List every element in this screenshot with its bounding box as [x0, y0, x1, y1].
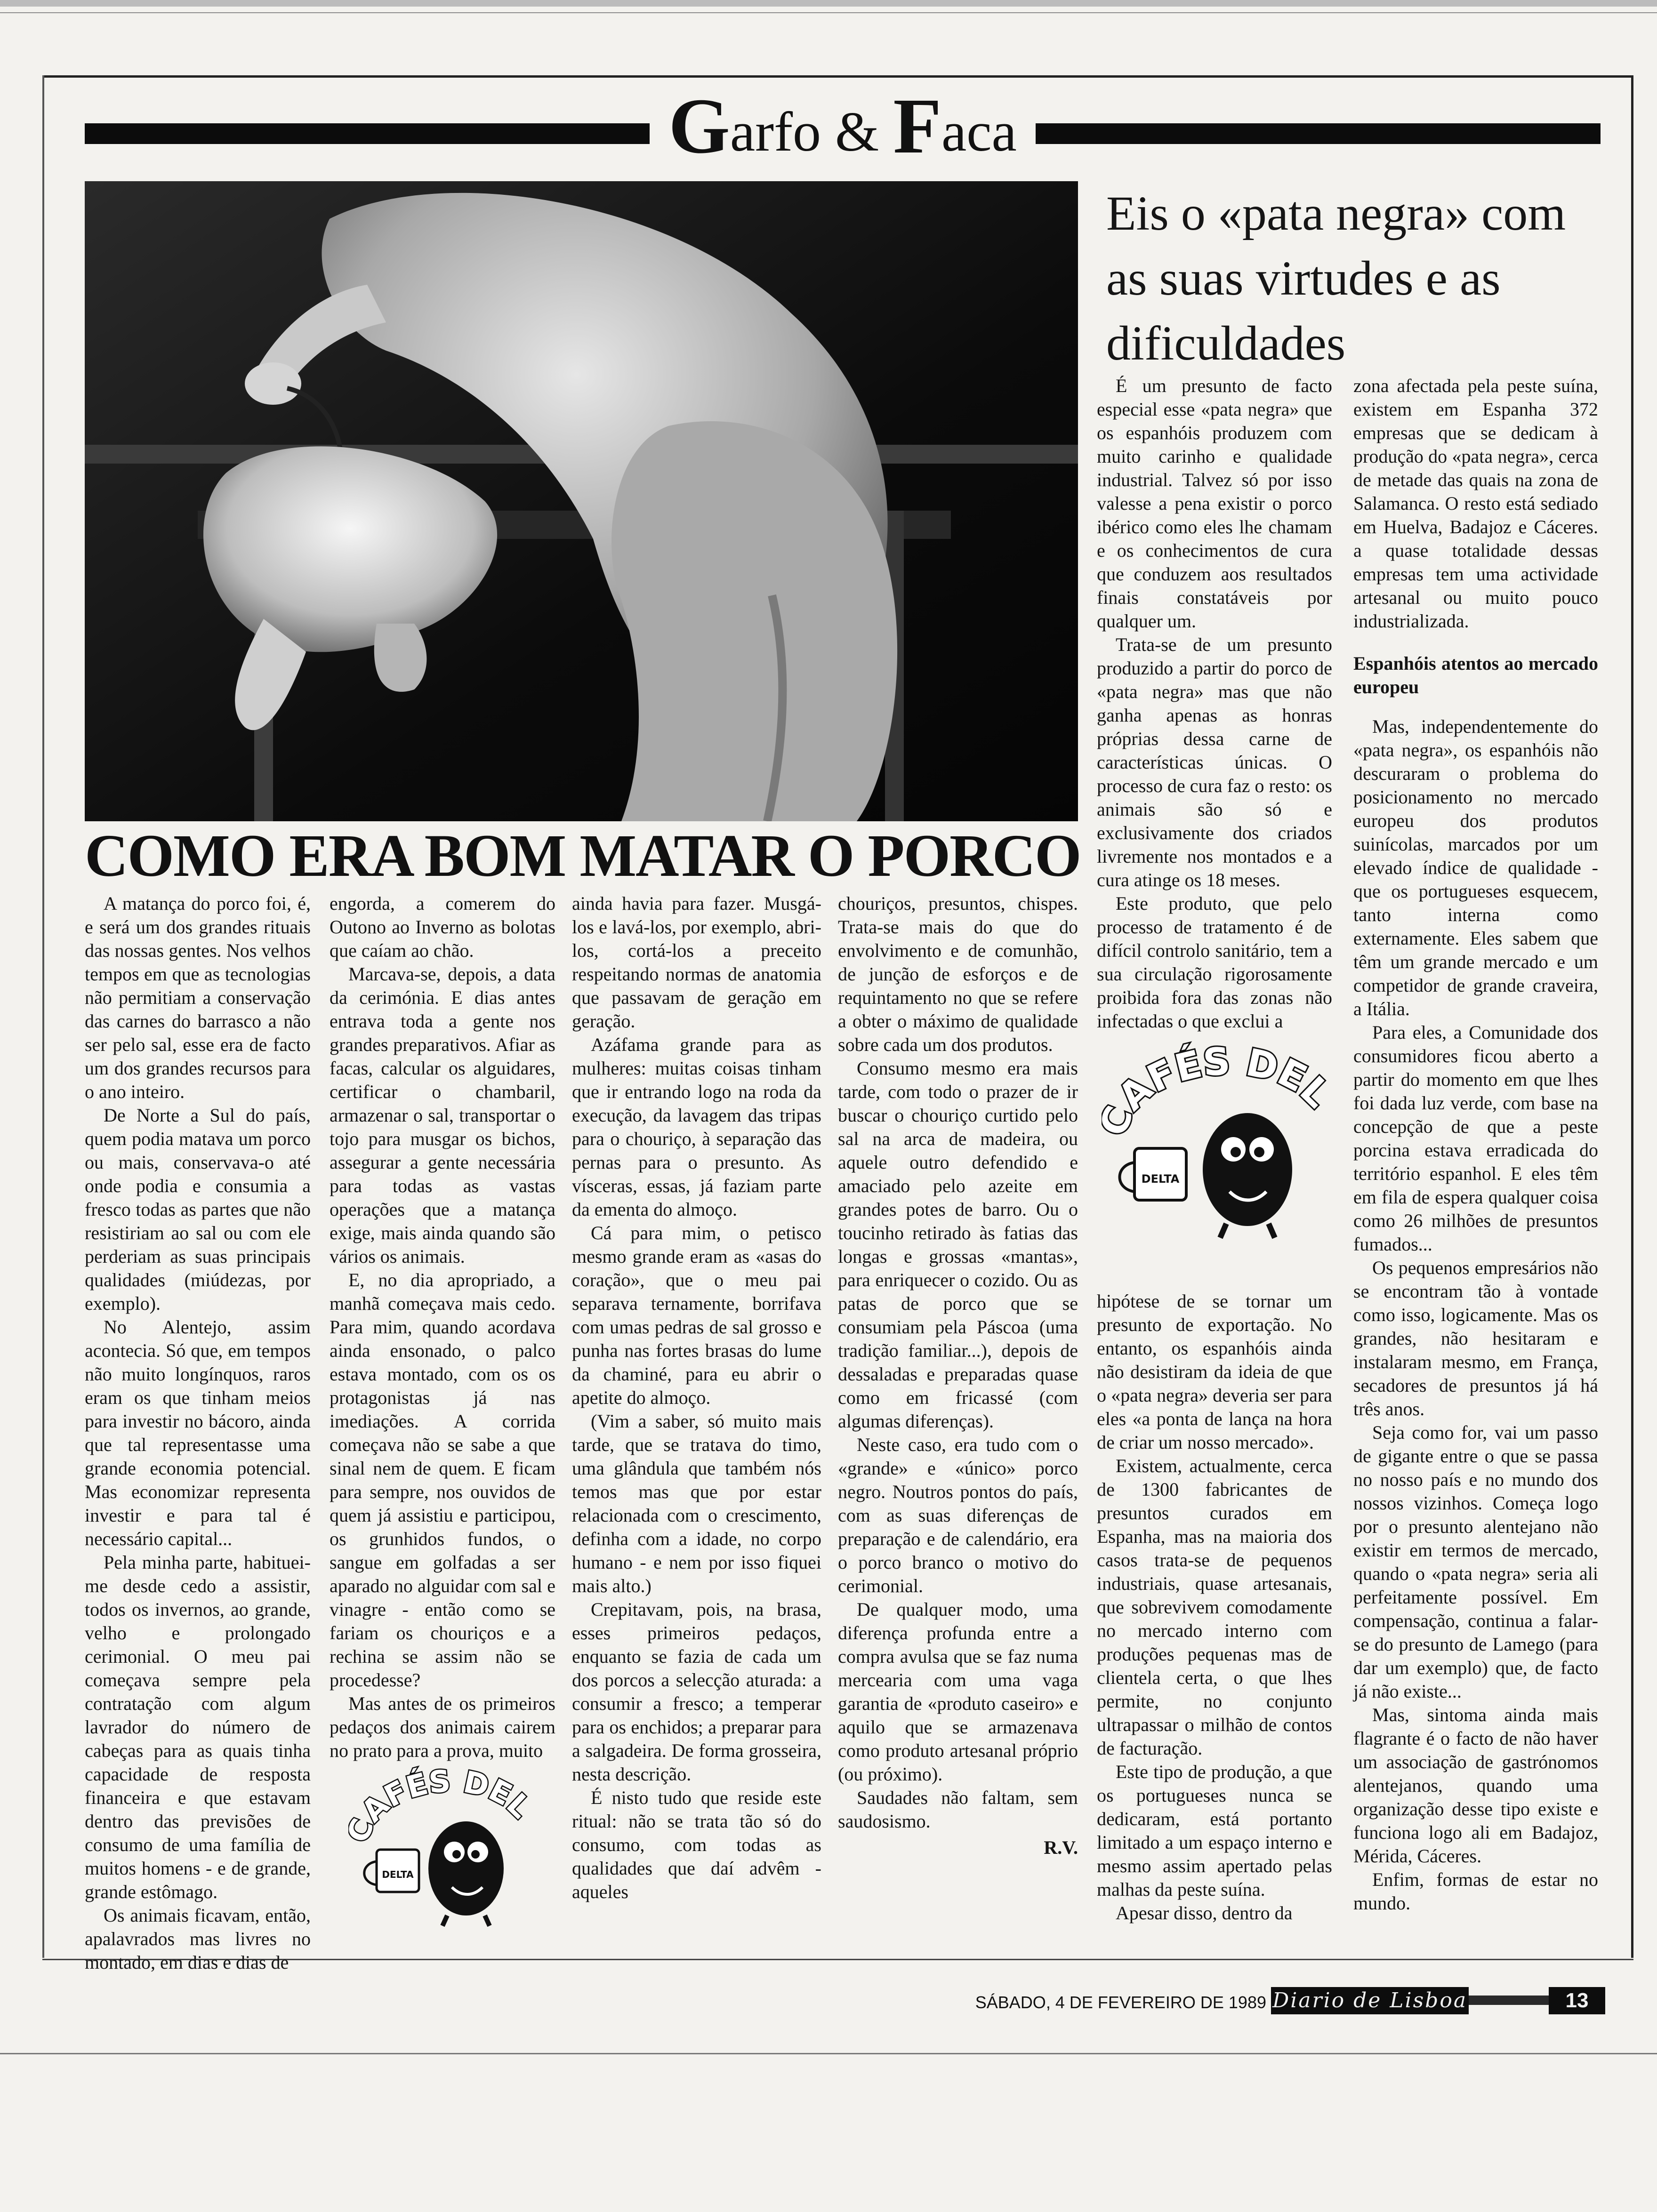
paragraph: É nisto tudo que reside este ritual: não se trata tão só do consumo, com todas as qualidades que daí advêm - aqueles: [572, 1787, 821, 1902]
paragraph: De qualquer modo, uma diferença profunda entre a compra avulsa que se faz numa mercearia com uma vaga garantia de «produto caseiro» e aquilo que se armazenava como produto artesanal próprio (ou próximo).: [838, 1599, 1078, 1785]
cafes-delta-logo: [348, 1751, 537, 1930]
paragraph: Apesar disso, dentro da: [1116, 1902, 1293, 1923]
paragraph: Trata-se de um presunto produzido a partir do porco de «pata negra» mas que não ganha apenas as honras próprias dessa carne de características únicas. O processo de cura faz o resto: os animais são só e exclusivamente dos criados livremente nos montados e a cura atinge os 18 meses.: [1097, 634, 1332, 890]
paragraph: Mas antes de os primeiros pedaços dos animais cairem no prato para a prova, muito: [330, 1693, 555, 1761]
paragraph: Crepitavam, pois, na brasa, esses primeiros pedaços, enquanto se fazia de cada um dos porcos a selecção aturada: a consumir a fresco; a temperar para os enchidos; a preparar para a salgadeira. De forma grosseira, nesta descrição.: [572, 1599, 821, 1785]
paragraph: zona afectada pela peste suína, existem em Espanha 372 empresas que se dedicam à produção do «pata negra», cerca de metade das quais na zona de Salamanca. O resto está sediado em Huelva, Badajoz e Cáceres. a quase totalidade dessas empresas tem uma actividade artesanal ou muito pouco industrializada.: [1353, 375, 1598, 632]
section-title-part2: aca: [941, 100, 1017, 163]
paragraph: Para eles, a Comunidade dos consumidores ficou aberto a partir do momento em que lhes foi dada luz verde, com base na concepção de que a peste porcina estava erradicada do território espanhol. E eles têm em fila de espera qualquer coisa como 26 milhões de presuntos fumados...: [1353, 1022, 1598, 1255]
cafes-delta-logo: [1102, 1026, 1337, 1242]
coffee-bean-mascot-icon: [428, 1821, 504, 1915]
section-title: [645, 82, 1040, 170]
paragraph: Este produto, que pelo processo de tratamento é de difícil controlo sanitário, tem a sua circulação rigorosamente proibida fora das zonas não infectadas o que exclui a: [1097, 893, 1332, 1032]
page-frame-right: [1631, 75, 1633, 1958]
paragraph: É um presunto de facto especial esse «pata negra» que os espanhóis produzem com muito carinho e qualidade industrial. Talvez só por isso valesse a pena existir o porco ibérico como eles lhe chamam e os conhecimentos de cura que conduzem aos resultados finais constatáveis por qualquer um.: [1097, 375, 1332, 632]
newspaper-masthead: Diario de Lisboa: [1271, 1987, 1469, 2014]
banner-bar-left: [85, 123, 650, 144]
ad-brand-text: AFÉS DEL: [1110, 1039, 1335, 1119]
section-title-cap-g: G: [668, 82, 730, 170]
cafes-delta-ad: [1102, 1026, 1337, 1242]
main-article-column-3: [572, 892, 821, 1904]
paragraph: Mas, sintoma ainda mais flagrante é o facto de não haver um associação de gastrónomos alentejanos, quando uma organização desse tipo existe e funciona logo ali em Badajoz, Mérida, Cáceres.: [1353, 1704, 1598, 1867]
ad-mug-label: DELTA: [1141, 1172, 1180, 1186]
paragraph: Existem, actualmente, cerca de 1300 fabricantes de presuntos curados em Espanha, mas na maioria dos casos trata-se de pequenos industriais, quase artesanais, que sobrevivem comodamente no mercado interno com produções pequenas mas de clientela certa, o que lhes permite, no conjunto ultrapassar o milhão de contos de facturação.: [1097, 1455, 1332, 1759]
side-article-headline: Eis o «pata negra» com as suas virtudes e as dificuldades: [1106, 186, 1566, 370]
ad-mug-label: DELTA: [382, 1869, 414, 1880]
page-frame-left: [42, 75, 44, 1958]
paragraph: Marcava-se, depois, a data da cerimónia. E dias antes entrava toda a gente nos grandes preparativos. Afiar as facas, calcular os alguidares, certificar o chambaril, armazenar o sal, transportar o tojo para musgar os bichos, assegurar a gente necessária para todas as vastas operações que a matança exige, mais ainda quando são vários os animais.: [330, 963, 555, 1267]
footer-bar: [1469, 1996, 1549, 2005]
paragraph: Enfim, formas de estar no mundo.: [1353, 1869, 1598, 1914]
main-article-column-1: [85, 892, 311, 1974]
coffee-bean-mascot-icon: [1203, 1113, 1292, 1226]
banner-bar-right: [1036, 123, 1601, 144]
paragraph: Os animais ficavam, então, apalavrados mas livres no montado, em dias e dias de: [85, 1905, 311, 1973]
scan-edge-line: [0, 12, 1657, 13]
section-title-part1: arfo &: [730, 100, 893, 163]
paragraph: Cá para mim, o petisco mesmo grande eram as «asas do coração», que o meu pai separava ternamente, borrifava com umas pedras de sal grosso e punha nas fortes brasas do lume da chaminé, para eu abrir o apetite do almoço.: [572, 1222, 821, 1408]
side-article-column-1: [1097, 374, 1332, 1033]
paragraph: Saudades não faltam, sem saudosismo.: [838, 1787, 1078, 1832]
main-article-column-4: [838, 892, 1078, 1859]
photo-illustration: [85, 181, 1078, 821]
issue-date: SÁBADO, 4 DE FEVEREIRO DE 1989: [975, 1993, 1266, 2012]
section-title-cap-f: F: [893, 82, 942, 170]
side-article-column-1-continued: [1097, 1290, 1332, 1925]
main-article-headline: COMO ERA BOM MATAR O PORCO: [85, 822, 1081, 889]
paragraph: Pela minha parte, habituei-me desde cedo a assistir, todos os invernos, ao grande, velho e prolongado cerimonial. O meu pai começava sempre pela contratação com algum lavrador do número de cabeças para as quais tinha capacidade de resposta financeira e que estavam dentro das previsões de consumo de uma família de muitos homens - e de grande, grande estômago.: [85, 1552, 311, 1902]
author-signature: R.V.: [1044, 1837, 1078, 1858]
paragraph: chouriços, presuntos, chispes. Trata-se mais do que do envolvimento e de comunhão, de junção de esforços e de requintamento no que se refere a obter o máximo de qualidade sobre cada um dos produtos.: [838, 893, 1078, 1055]
paragraph: engorda, a comerem do Outono ao Inverno as bolotas que caíam ao chão.: [330, 893, 555, 961]
side-article-column-2: [1353, 374, 1598, 1915]
paragraph: A matança do porco foi, é, e será um dos grandes rituais das nossas gentes. Nos velhos tempos em que as tecnologias não permitiam a conservação das carnes do barrasco a não ser pelo sal, esse era de facto um dos grandes recursos para o ano inteiro.: [85, 893, 311, 1102]
paragraph: (Vim a saber, só muito mais tarde, que se tratava do timo, uma glândula que também nós temos mas que por estar relacionada com o crescimento, definha com a idade, no corpo humano - e nem por isso fiquei mais alto.): [572, 1411, 821, 1596]
svg-text:CAFÉS DELTA: [1102, 1026, 1337, 1142]
paragraph: Mas, independentemente do «pata negra», os espanhóis não descuraram o problema do posicionamento no mercado europeu dos produtos suinícolas, marcados por um elevado índice de qualidade - que os portugueses esquecem, tanto interna como externamente. Eles sabem que têm um grande mercado e um competidor de grande craveira, a Itália.: [1353, 716, 1598, 1019]
paragraph: hipótese de se tornar um presunto de exportação. No entanto, os espanhóis ainda não desistiram da ideia de que o «pata negra» deveria ser para eles «a ponta de lança na hora de criar um nosso mercado».: [1097, 1290, 1332, 1453]
main-article-column-2: [330, 892, 555, 1763]
paragraph: Os pequenos empresários não se encontram tão à vontade como isso, logicamente. Mas os grandes, não hesitaram e instalaram mesmo, em França, secadores de presuntos já há três anos.: [1353, 1257, 1598, 1419]
cafes-delta-ad: [348, 1751, 537, 1930]
paragraph: Consumo mesmo era mais tarde, com todo o prazer de ir buscar o chouriço curtido pelo sal na arca de madeira, ou aquele outro defendido e amaciado pelo azeite em grandes potes de barro. Ou o toucinho retirado às fatias das longas e grossas «mantas», para enriquecer o cozido. Ou as patas de porco que se consumiam pela Páscoa (uma tradição familiar...), depois de dessaladas e preparadas quase como em fricassé (com algumas diferenças).: [838, 1058, 1078, 1432]
paragraph: E, no dia apropriado, a manhã começava mais cedo. Para mim, quando acordava ainda ensonado, o palco estava montado, com os os protagonistas já nas imediações. A corrida começava não se sabe a que sinal nem de quem. E ficam para sempre, nos ouvidos de quem já assistiu e participou, os grunhidos fundos, o sangue em golfadas a ser aparado no alguidar com sal e vinagre - então como se fariam os chouriços e a rechina se assim não se procedesse?: [330, 1269, 555, 1691]
paragraph: Azáfama grande para as mulheres: muitas coisas tinham que ir entrando logo na roda da execução, da lavagem das tripas para o chouriço, à separação das pernas para o presunto. As vísceras, essas, já faziam parte da ementa do almoço.: [572, 1034, 821, 1220]
page-number: 13: [1549, 1987, 1605, 2014]
paragraph: No Alentejo, assim acontecia. Só que, em tempos não muito longínquos, raros eram os que tinham meios para investir no bácoro, ainda que tal representasse uma grande economia potencial. Mas economizar representa investir e para tal é necessário capital...: [85, 1316, 311, 1549]
scan-edge: [0, 0, 1657, 7]
photo-pig-slaughter: [85, 181, 1078, 821]
page-frame-top: [42, 75, 1633, 78]
paragraph: Seja como for, vai um passo de gigante entre o que se passa no nosso país e no mundo dos nossos vizinhos. Começa logo por o presunto alentejano não existir em termos de mercado, quando o «pata negra» seria ali perfeitamente possível. Em compensação, continua a falar-se do presunto de Lamego (para dar um exemplo) que, de facto já não existe...: [1353, 1422, 1598, 1702]
paragraph: ainda havia para fazer. Musgá-los e lavá-los, por exemplo, abri-los, cortá-los a preceito respeitando normas de anatomia que passavam de geração em geração.: [572, 893, 821, 1032]
paragraph: Neste caso, era tudo com o «grande» e «único» porco negro. Noutros pontos do país, com as suas diferenças de preparação e de calendário, era o porco branco o motivo do cerimonial.: [838, 1434, 1078, 1596]
ad-brand-text: AFÉS DEL: [355, 1763, 534, 1829]
bottom-rule: [0, 2053, 1657, 2054]
paragraph: De Norte a Sul do país, quem podia matava um porco ou mais, conservava-o até onde podia e consumia a fresco todas as partes que não resistiriam ao sal ou com ele perderiam as suas principais qualidades (miúdezas, por exemplo).: [85, 1105, 311, 1314]
paragraph: Este tipo de produção, a que os portugueses nunca se dedicaram, está portanto limitado a um espaço interno e mesmo assim apertado pelas malhas da peste suína.: [1097, 1761, 1332, 1900]
side-article-subheading: Espanhóis atentos ao mercado europeu: [1353, 653, 1598, 697]
